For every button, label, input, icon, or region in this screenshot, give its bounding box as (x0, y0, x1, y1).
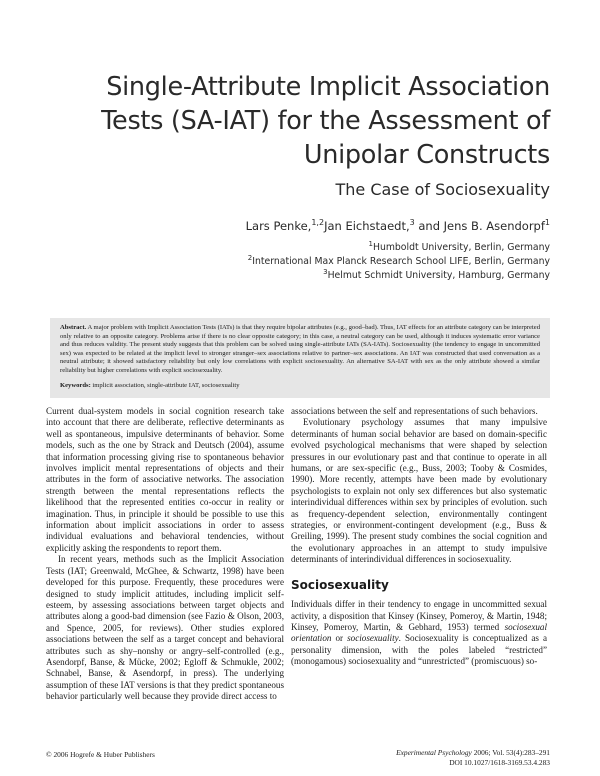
left-paragraph-2: In recent years, methods such as the Implicit Association Tests (IAT; Greenwald, McGhee, & Schwartz, 1998) have been developed for this purpose. Frequently, these procedures were designed to study implicit attitudes, including implicit self-esteem, by assessing associations between target objects and attributes along a good-bad dimension (see Fazio & Olson, 2003, and Spence, 2005, for reviews). Other studies explored associations between the self as a target concept and behavioral attributes such as shy–nonshy or angry–self-controlled (e.g., Asendorpf, Banse, & Mücke, 2002; Egloff & Schmukle, 2002; Schnabel, Banse, & Asendorpf, in press). The underlying assumption of these IAT versions is that they predict spontaneous behavior particularly well because they provide direct access to (46, 554, 284, 702)
affiliation-1 (368, 240, 550, 253)
right-column (291, 406, 547, 668)
keywords-label: Keywords: (60, 381, 91, 389)
author-separator: and (414, 218, 444, 233)
paper-title (30, 70, 550, 172)
p3-part-b: or (331, 633, 348, 644)
author-3-affil: 1 (544, 218, 550, 227)
right-paragraph-2: Evolutionary psychology assumes that many impulsive determinants of human social behavior are based on domain-specific evolved psychological mechanisms that were shaped by selection pressures in our evolutionary past and that continue to operate in all humans, or are sex-specific (e.g., Buss, 2003; Tooby & Cosmides, 1990). More recently, attempts have been made by evolutionary psychologists to explain not only sex differences but also systematic interindividual differences within sex by principles of evolution. such as frequency-dependent selection, environmentally contingent strategies, or environment-contingent development (e.g., Buss & Greiling, 1999). The present study combines the social cognition and the evolutionary approaches in an attempt to study impulsive determinants of interindividual differences in sociosexuality. (291, 417, 547, 565)
affiliation-2-sup: 2 (247, 254, 253, 262)
abstract-label: Abstract. (60, 324, 87, 331)
affiliation-2-text: International Max Planck Research School LIFE, Berlin, Germany (252, 256, 550, 268)
title-line-2: Tests (SA-IAT) for the Assessment of (101, 106, 550, 136)
author-3: Jens B. Asendorpf (443, 218, 545, 233)
title-line-3: Unipolar Constructs (303, 140, 550, 170)
left-paragraph-1: Current dual-system models in social cognition research take into account that there are deliberate, reflective determinants as well as spontaneous, impulsive determinants of behavior. Some models, such as the one by Strack and Deutsch (2004), assume that information processing giving rise to spontaneous behavior involves implicit mental representations of objects and their attributes in the form of associative networks. The association strength between the mental representations reflects the likelihood that the represented entities co-occur in reality or imagination. Thus, in principle it should be possible to use this information about implicit associations in order to assess individual evaluations and behavioral tendencies, without explicitly asking the respondents to report them. (46, 406, 284, 553)
p3-term-2: sociosexuality (347, 633, 399, 644)
right-paragraph-1: associations between the self and representations of such behaviors. (291, 406, 538, 416)
affiliation-2 (248, 254, 550, 267)
author-1-affil: 1,2 (311, 218, 325, 227)
journal-citation (396, 748, 550, 758)
left-column (46, 406, 284, 703)
author-list (246, 218, 550, 233)
title-line-1: Single-Attribute Implicit Association (106, 72, 550, 102)
affiliation-3-sup: 3 (323, 268, 328, 276)
abstract-box (50, 318, 550, 398)
copyright: © 2006 Hogrefe & Huber Publishers (46, 750, 155, 759)
affiliation-3 (323, 268, 550, 281)
paper-subtitle: The Case of Sociosexuality (335, 180, 550, 199)
citation-footer (396, 748, 550, 767)
affiliation-1-text: Humboldt University, Berlin, Germany (372, 242, 550, 254)
right-paragraph-3 (291, 599, 547, 667)
affiliation-1-sup: 1 (368, 240, 373, 248)
doi: DOI 10.1027/1618-3169.53.4.283 (449, 757, 550, 767)
author-2-affil: 3 (409, 218, 415, 227)
journal-name: Experimental Psychology (396, 748, 472, 757)
affiliation-3-text: Helmut Schmidt University, Hamburg, Germany (327, 270, 550, 282)
p3-part-c: . Sociosexuality is conceptualized as a personality dimension, with the poles labeled “restricted” (monogamous) sociosexuality and “unrestricted” (promiscuous) so- (291, 633, 547, 667)
abstract-body: A major problem with Implicit Association Tests (IATs) is that they require bipolar attributes (e.g., good–bad). Thus, IAT effects for an attribute category can be interpreted only relative to an opposite category. Problems arise if there is no clear opposite category; in this case, a neutral category can be used, although it induces systematic error variance and thus reduces validity. The present study suggests that this problem can be solved using single-attribute IATs (SA-IATs). Sociosexuality (the tendency to engage in uncommitted sex) was expected to be related at the implicit level to stronger stranger–sex associations relative to partner–sex associations. An IAT was constructed that used conversation as a neutral attribute; it showed satisfactory reliability but only low correlations with explicit sociosexuality. An alternative SA-IAT with sex as the only attribute showed a similar reliability but higher correlations with explicit sociosexuality. (60, 324, 540, 374)
section-heading: Sociosexuality (291, 577, 389, 592)
abstract (60, 324, 540, 376)
author-1: Lars Penke, (245, 218, 312, 233)
p3-term-1: sociosexual orientation (291, 621, 547, 644)
author-2: Jan Eichstaedt, (324, 218, 410, 233)
volume-pages: 2006; Vol. 53(4):283–291 (471, 748, 550, 757)
keywords (60, 382, 540, 391)
keywords-list: implicit association, single-attribute IAT, sociosexuality (90, 381, 240, 389)
p3-part-a: Individuals differ in their tendency to engage in uncommitted sexual activity, a disposition that Kinsey (Kinsey, Pomeroy, & Martin, 1948; Kinsey, Pomeroy, Martin, & Gebhard, 1953) termed (291, 599, 547, 632)
